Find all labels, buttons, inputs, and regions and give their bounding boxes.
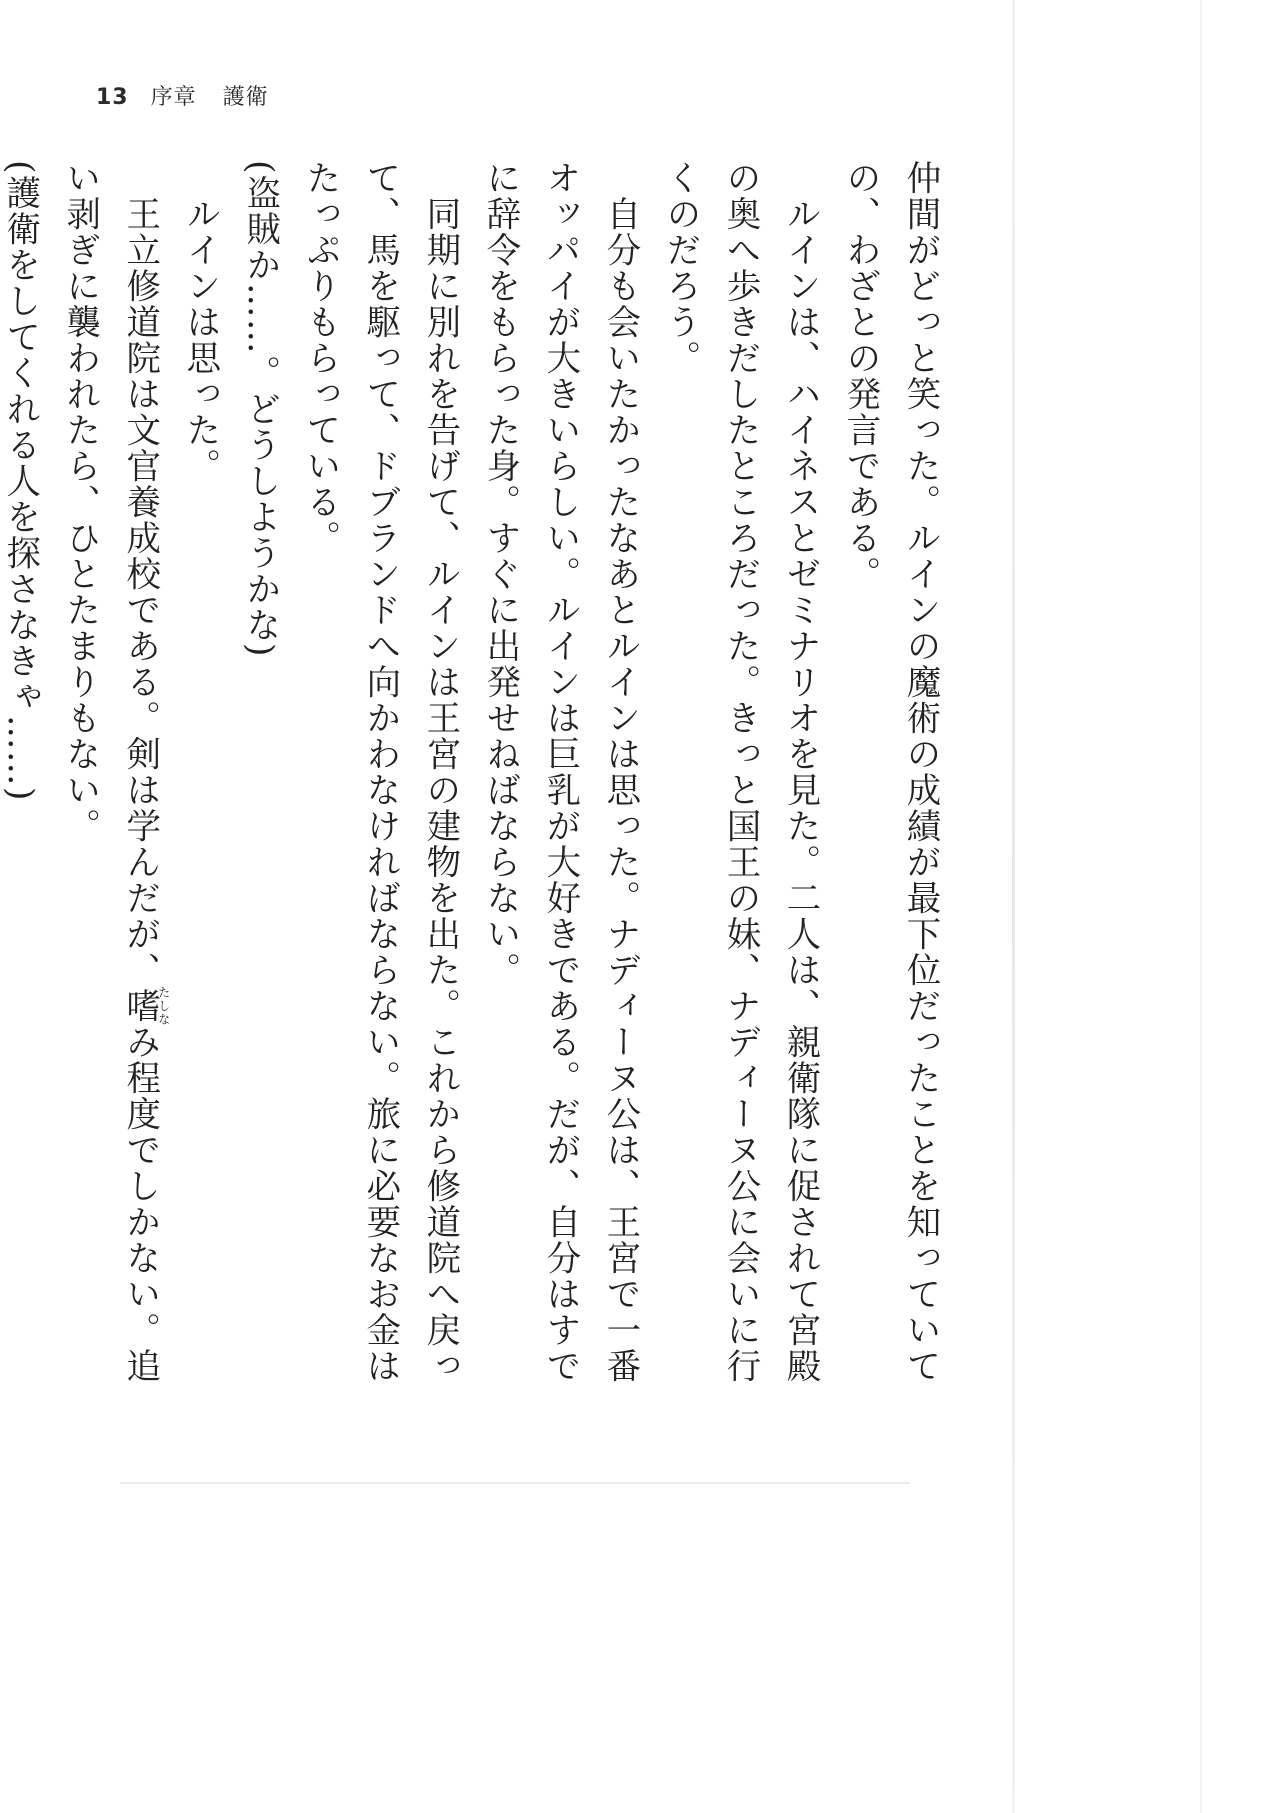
paragraph [170,160,230,1410]
paragraph-text: ルインは、ハイネスとゼミナリオを見た。二人は、親衛隊に促されて宮殿の奥へ歩きだしたところだった。きっと国王の妹、ナディーヌ公に会いに行くのだろう。 [659,160,820,1384]
paragraph-text: 仲間がどっと笑った。ルインの魔術の成績が最下位だったことを知っていての、わざとの発言である。 [839,160,940,1384]
scan-artifact-line [120,1482,910,1484]
paragraph [50,160,170,1410]
ruby-annotation [119,985,171,1027]
paragraph [650,160,830,1410]
scan-shadow-secondary [1200,0,1202,1813]
ruby-reading: たしな [156,985,171,1027]
paragraph [230,160,290,1410]
running-header [96,80,269,111]
chapter-title: 護衛 [222,85,269,110]
paragraph-text: 王立修道院は文官養成校である。剣は学んだが、 [119,196,160,988]
paragraph-text: (護衛をしてくれる人を探さなきゃ……) [0,160,40,802]
paragraph-text: 自分も会いたかったなあとルインは思った。ナディーヌ公は、王宮で一番オッパイが大きいらしい。ルインは巨乳が大好きである。だが、自分はすでに辞令をもらった身。すぐに出発せねばならない。 [479,160,640,1384]
paragraph [830,160,950,1410]
paragraph [0,160,50,1410]
paragraph [470,160,650,1410]
page-number: 13 [96,85,129,110]
chapter-label: 序章 [150,85,197,110]
paragraph-text: 同期に別れを告げて、ルインは王宮の建物を出た。これから修道院へ戻って、馬を駆って、ドブランドへ向かわなければならない。旅に必要なお金はたっぷりもらっている。 [299,160,460,1384]
body-text [0,160,950,1410]
paragraph [290,160,470,1410]
scan-shadow [1012,0,1015,1813]
paragraph-text: (盗賊か……。どうしようかな) [239,160,280,658]
paragraph-text: ルインは思った。 [179,196,220,484]
paragraph-text-continued: み程度でしかない。追い剥ぎに襲われたら、ひとたまりもない。 [59,160,160,1384]
ruby-base: 嗜 [119,985,160,1027]
